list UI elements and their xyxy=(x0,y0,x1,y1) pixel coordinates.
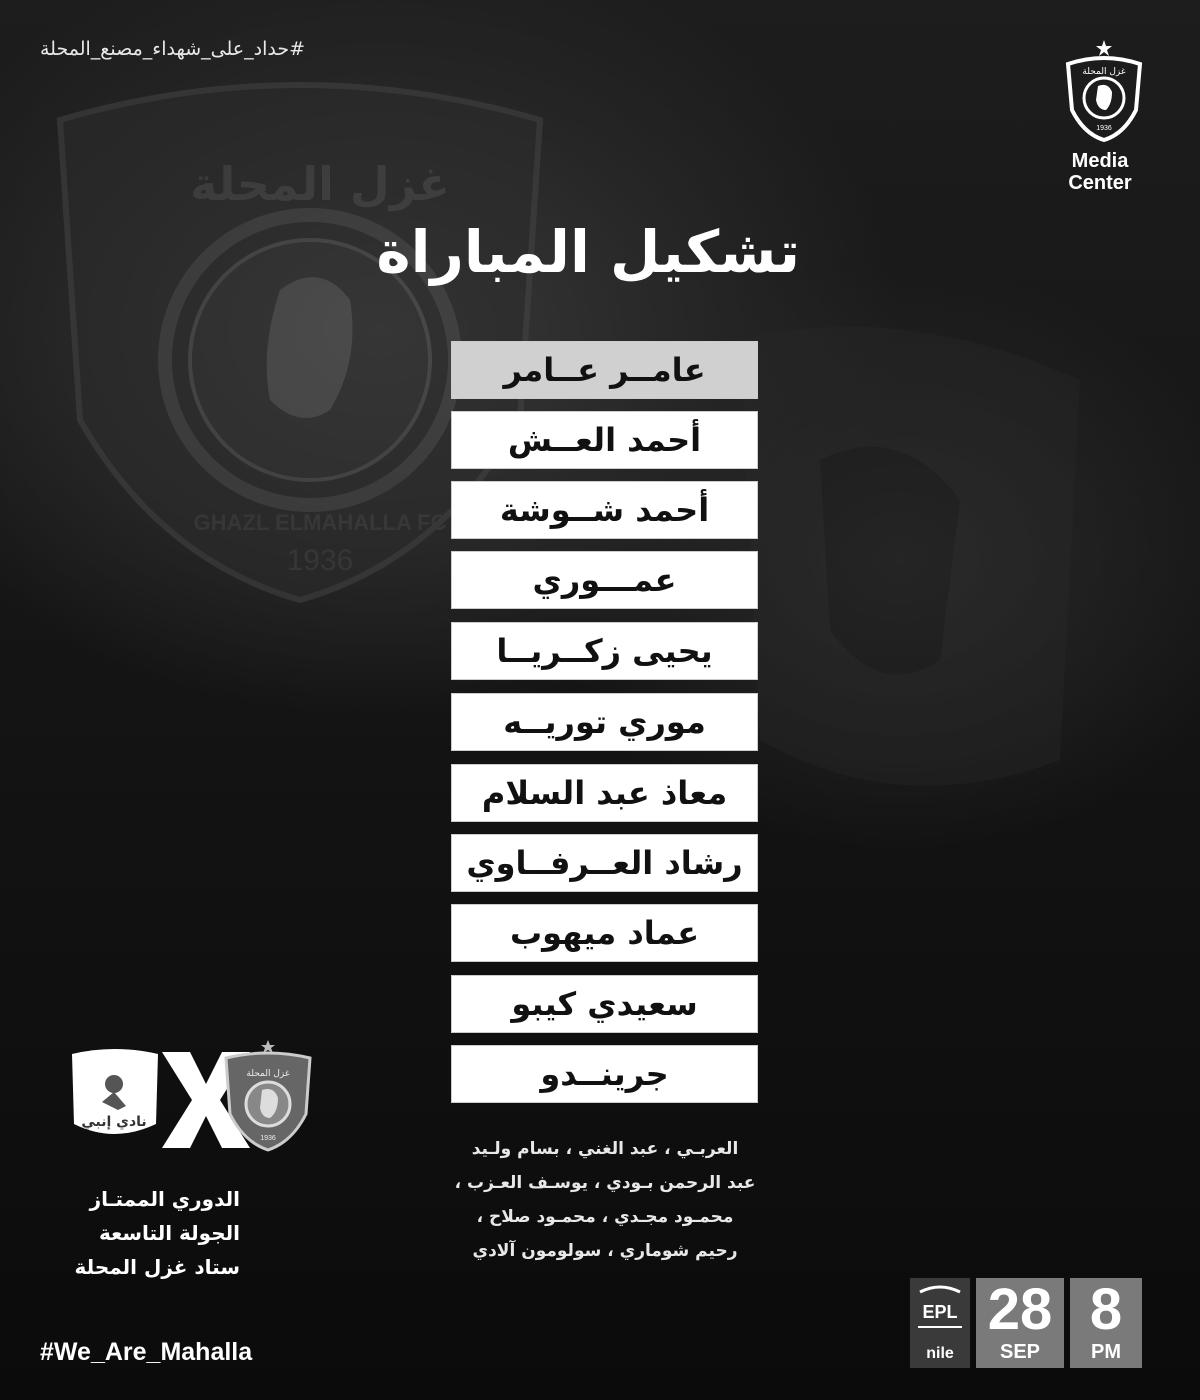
substitutes-line-4: رحيم شوماري ، سولومون آلادي xyxy=(472,1241,738,1261)
player-10: سعيدي كيبو xyxy=(451,975,758,1033)
opponent-logo-name: نادي إنبي xyxy=(81,1114,147,1130)
media-center-line1: Media xyxy=(1071,150,1129,172)
watermark-year: 1936 xyxy=(286,544,354,577)
sponsor-label: nile xyxy=(926,1345,954,1362)
player-6: موري توريــه xyxy=(451,693,758,751)
substitutes-list xyxy=(440,1132,770,1268)
match-day: 28 xyxy=(987,1277,1053,1342)
match-hour: 8 xyxy=(1089,1277,1123,1342)
epl-label: EPL xyxy=(922,1302,958,1322)
watermark-latin-name: GHAZL ELMAHALLA FC xyxy=(193,510,447,535)
substitutes-line-3: محمـود مجـدي ، محمـود صلاح ، xyxy=(476,1207,734,1227)
player-7: معاذ عبد السلام xyxy=(451,764,758,822)
match-date xyxy=(976,1278,1064,1368)
match-month: SEP xyxy=(999,1341,1041,1363)
player-1-goalkeeper: عامــر عــامر xyxy=(451,341,758,399)
home-logo-name: غزل المحلة xyxy=(246,1069,290,1079)
player-9: عماد ميهوب xyxy=(451,904,758,962)
hashtag-top: #حداد_على_شهداء_مصنع_المحلة xyxy=(40,38,305,60)
player-5: يحيى زكــريــا xyxy=(451,622,758,680)
matchup-graphic xyxy=(66,1040,326,1160)
match-time xyxy=(1070,1278,1142,1368)
background-flag-shape xyxy=(700,300,1120,820)
watermark-arabic-name: غزل المحلة xyxy=(190,157,450,211)
player-11: جرينــدو xyxy=(451,1045,758,1103)
player-3: أحمد شــوشة xyxy=(451,481,758,539)
media-center-line2: Center xyxy=(1068,172,1132,194)
player-2: أحمد العــش xyxy=(451,411,758,469)
match-period: PM xyxy=(1091,1341,1121,1363)
player-4: عمـــوري xyxy=(451,551,758,609)
match-info xyxy=(40,1182,240,1284)
league-name: الدوري الممتـاز xyxy=(89,1187,240,1211)
page-title: تشكيل المباراة xyxy=(376,218,800,286)
stadium-name: ستاد غزل المحلة xyxy=(74,1255,240,1279)
crest-arabic-name: غزل المحلة xyxy=(1082,67,1126,77)
home-logo-year: 1936 xyxy=(260,1135,276,1142)
epl-logo xyxy=(910,1278,970,1368)
media-center-label xyxy=(1040,150,1160,194)
substitutes-line-2: عبد الرحمن بـودي ، يوسـف العـزب ، xyxy=(454,1173,756,1193)
player-8: رشاد العــرفــاوي xyxy=(451,834,758,892)
opponent-logo xyxy=(72,1049,158,1134)
round-name: الجولة التاسعة xyxy=(98,1221,240,1245)
club-crest-logo xyxy=(1062,40,1146,144)
substitutes-line-1: العربـي ، عبد الغني ، بسام ولـيد xyxy=(471,1139,739,1159)
hashtag-bottom: #We_Are_Mahalla xyxy=(40,1338,253,1366)
crest-year: 1936 xyxy=(1096,125,1112,132)
